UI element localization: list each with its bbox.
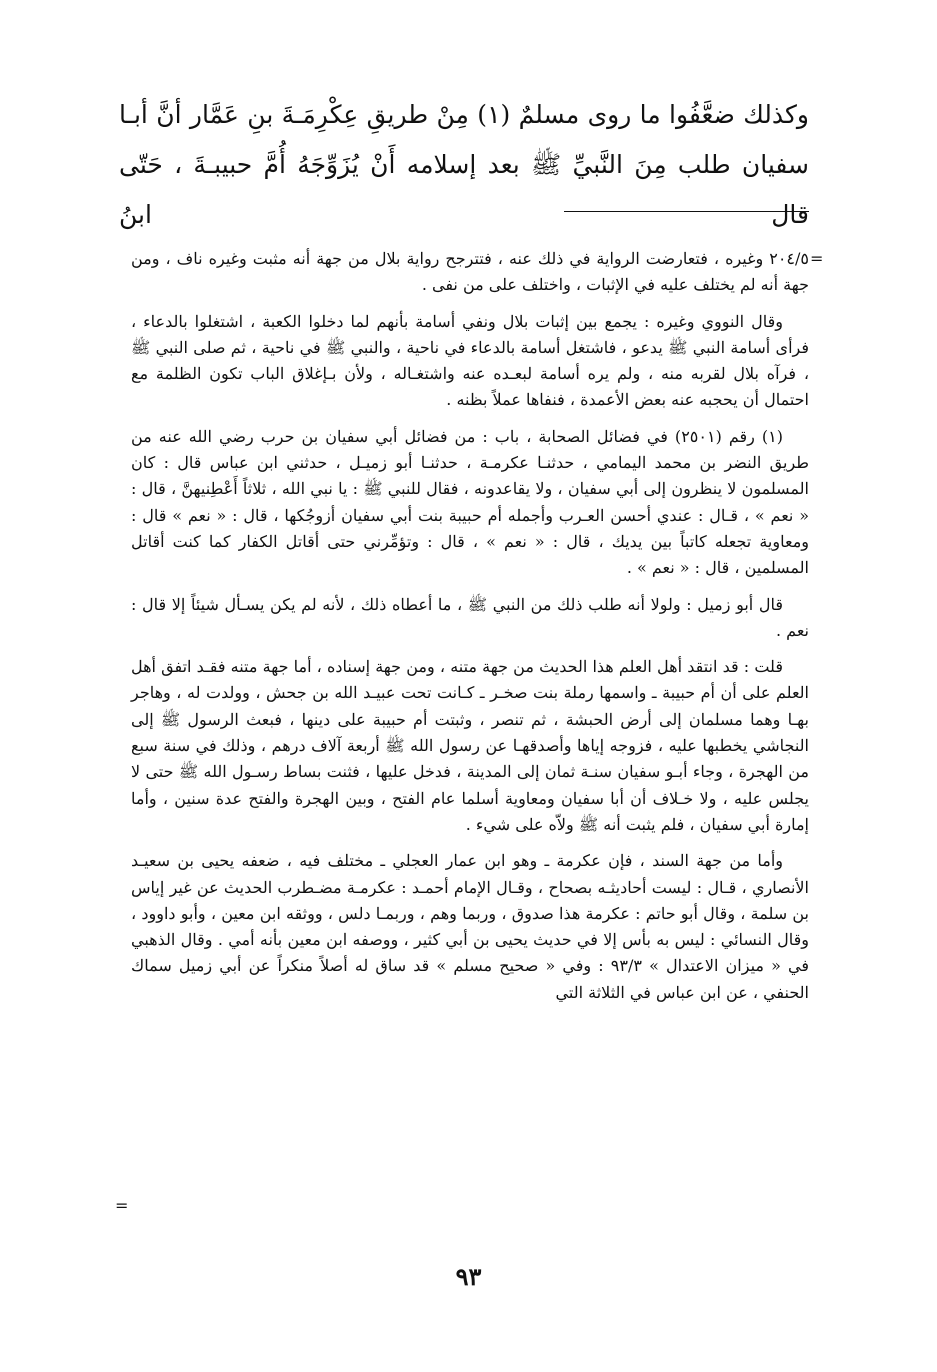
footnote-separator [564,211,809,212]
continuation-mark-top: = [810,249,824,268]
footnote-nawawi-paragraph: وقال النووي وغيره : يجمع بين إثبات بلال ونفي أسامة بأنهم لما دخلوا الكعبة ، اشتغلوا بالدعاء ، فرأى أسامة النبي ﷺ يدعو ، فاشتغل أسامة بالدعاء في ناحية ، والنبي ﷺ في ناحية ، ثم صلى النبي ﷺ ، فرآه بلال لقربه منه ، ولم يره أسامة لبعـده عنه واشتغـاله ، ولأن بـإغلاق الباب تكون الظلمة مع احتمال أن يحجبه عنه بعض الأعمدة ، فنفاها عملاً بظنه . [131,311,809,410]
footnote-1: (١) رقم (٢٥٠١) في فضائل الصحابة ، باب : من فضائل أبي سفيان بن حرب رضي الله عنه من طريق النضر بن محمد اليمامي ، حدثنـا عكرمـة ، حدثنـا أبو زميـل ، حدثني ابن عباس قال : كان المسلمون لا ينظرون إلى أبي سفيان ، ولا يقاعدونه ، فقال للنبي ﷺ : يا نبي الله ، ثلاثاً أَعْطِنيهنَّ ، قال : « نعم » ، قـال : عندي أحسن العـرب وأجمله أم حبيبة بنت أبي سفيان أزوجُكها ، قال : « نعم » قال : ومعاوية تجعله كاتباً بين يديك ، قال : « نعم » ، قال : وتؤمِّرني حتى أقاتل الكفار كما كنت أقاتل المسلمين ، قال : « نعم » . [131,426,810,578]
footnote-critique-matn-paragraph: قلت : قد انتقد أهل العلم هذا الحديث من جهة متنه ، ومن جهة إسناده ، أما جهة متنه فقـد اتفق أهل العلم على أن أم حبيبة ـ واسمها رملة بنت صخـر ـ كـانت تحت عبيـد الله بن جحش ، وولدت له ، وهاجر بهـا وهما مسلمان إلى أرض الحبشة ، ثم تنصر ، وثبتت أم حبيبة على دينها ، فبعث الرسول ﷺ إلى النجاشي يخطبها عليه ، فزوجه إياها وأصدقهـا عن رسول الله ﷺ أربعة آلاف درهم ، وذلك في سنة سبع من الهجرة ، وجاء أبـو سفيان سنـة ثمان إلى المدينة ، فدخل عليها ، فثنت بساط رسـول الله ﷺ حتى لا يجلس عليه ، ولا خـلاف أن أبا سفيان ومعاوية أسلما عام الفتح ، وبين الهجرة والفتح عدة سنين ، وأما إمارة أبي سفيان ، فلم يثبت أنه ﷺ ولاّه على شيء . [131,657,809,834]
main-text-line-1: وكذلك ضعَّفُوا ما روى مسلمٌ (١) مِنْ طريقِ عِكْرِمَـةَ بنِ عَمَّار أنَّ أبـا [119,100,809,129]
footnote-abu-zumail-paragraph: قال أبو زميل : ولولا أنه طلب ذلك من النبي ﷺ ، ما أعطاه ذلك ، لأنه لم يكن يسـأل شيئاً إلا قال : نعم . [131,594,809,640]
main-text-line-2: سفيان طلب مِنَ النَّبيِّ ﷺ بعد إسلامه أَنْ يُزَوِّجَهُ أُمَّ حبيبـةَ ، حَتّى قال ابنُ [119,150,809,229]
footnote-critique-sanad-paragraph: وأما من جهة السند ، فإن عكرمة ـ وهو ابن عمار العجلي ـ مختلف فيه ، ضعفه يحيى بن سعيـد الأنصاري ، قـال : ليست أحاديثـه بصحاح ، وقـال الإمام أحمـد : عكرمـة مضـطرب الحديث عن غير إياس بن سلمة ، وقال أبو حاتم : عكرمة هذا صدوق ، وربما وهم ، وربمـا دلس ، ووثقه ابن معين ، وأبو داوود ، وقال النسائي : ليس به بأس إلا في حديث يحيى بن أبي كثير ، ووصفه ابن معين بأنه أمي . وقال الذهبي في « ميزان الاعتدال » ٩٣/٣ : وفي « صحيح مسلم » قد ساق له أصلاً منكراً عن أبي زميل سماك الحنفي ، عن ابن عباس في الثلاثة التي [131,851,810,1002]
footnotes-section [131,246,809,1016]
footnote-continuation: ٢٠٤/٥ وغيره ، فتعارضت الرواية في ذلك عنه ، فتترجح رواية بلال من جهة أنه مثبت وغيره ناف ، ومن جهة أنه لم يختلف عليه في الإثبات ، واختلف على من نفى . [131,249,809,295]
page-number: ٩٣ [455,1262,482,1291]
main-text [119,90,809,240]
continuation-mark-bottom: = [115,1196,129,1215]
